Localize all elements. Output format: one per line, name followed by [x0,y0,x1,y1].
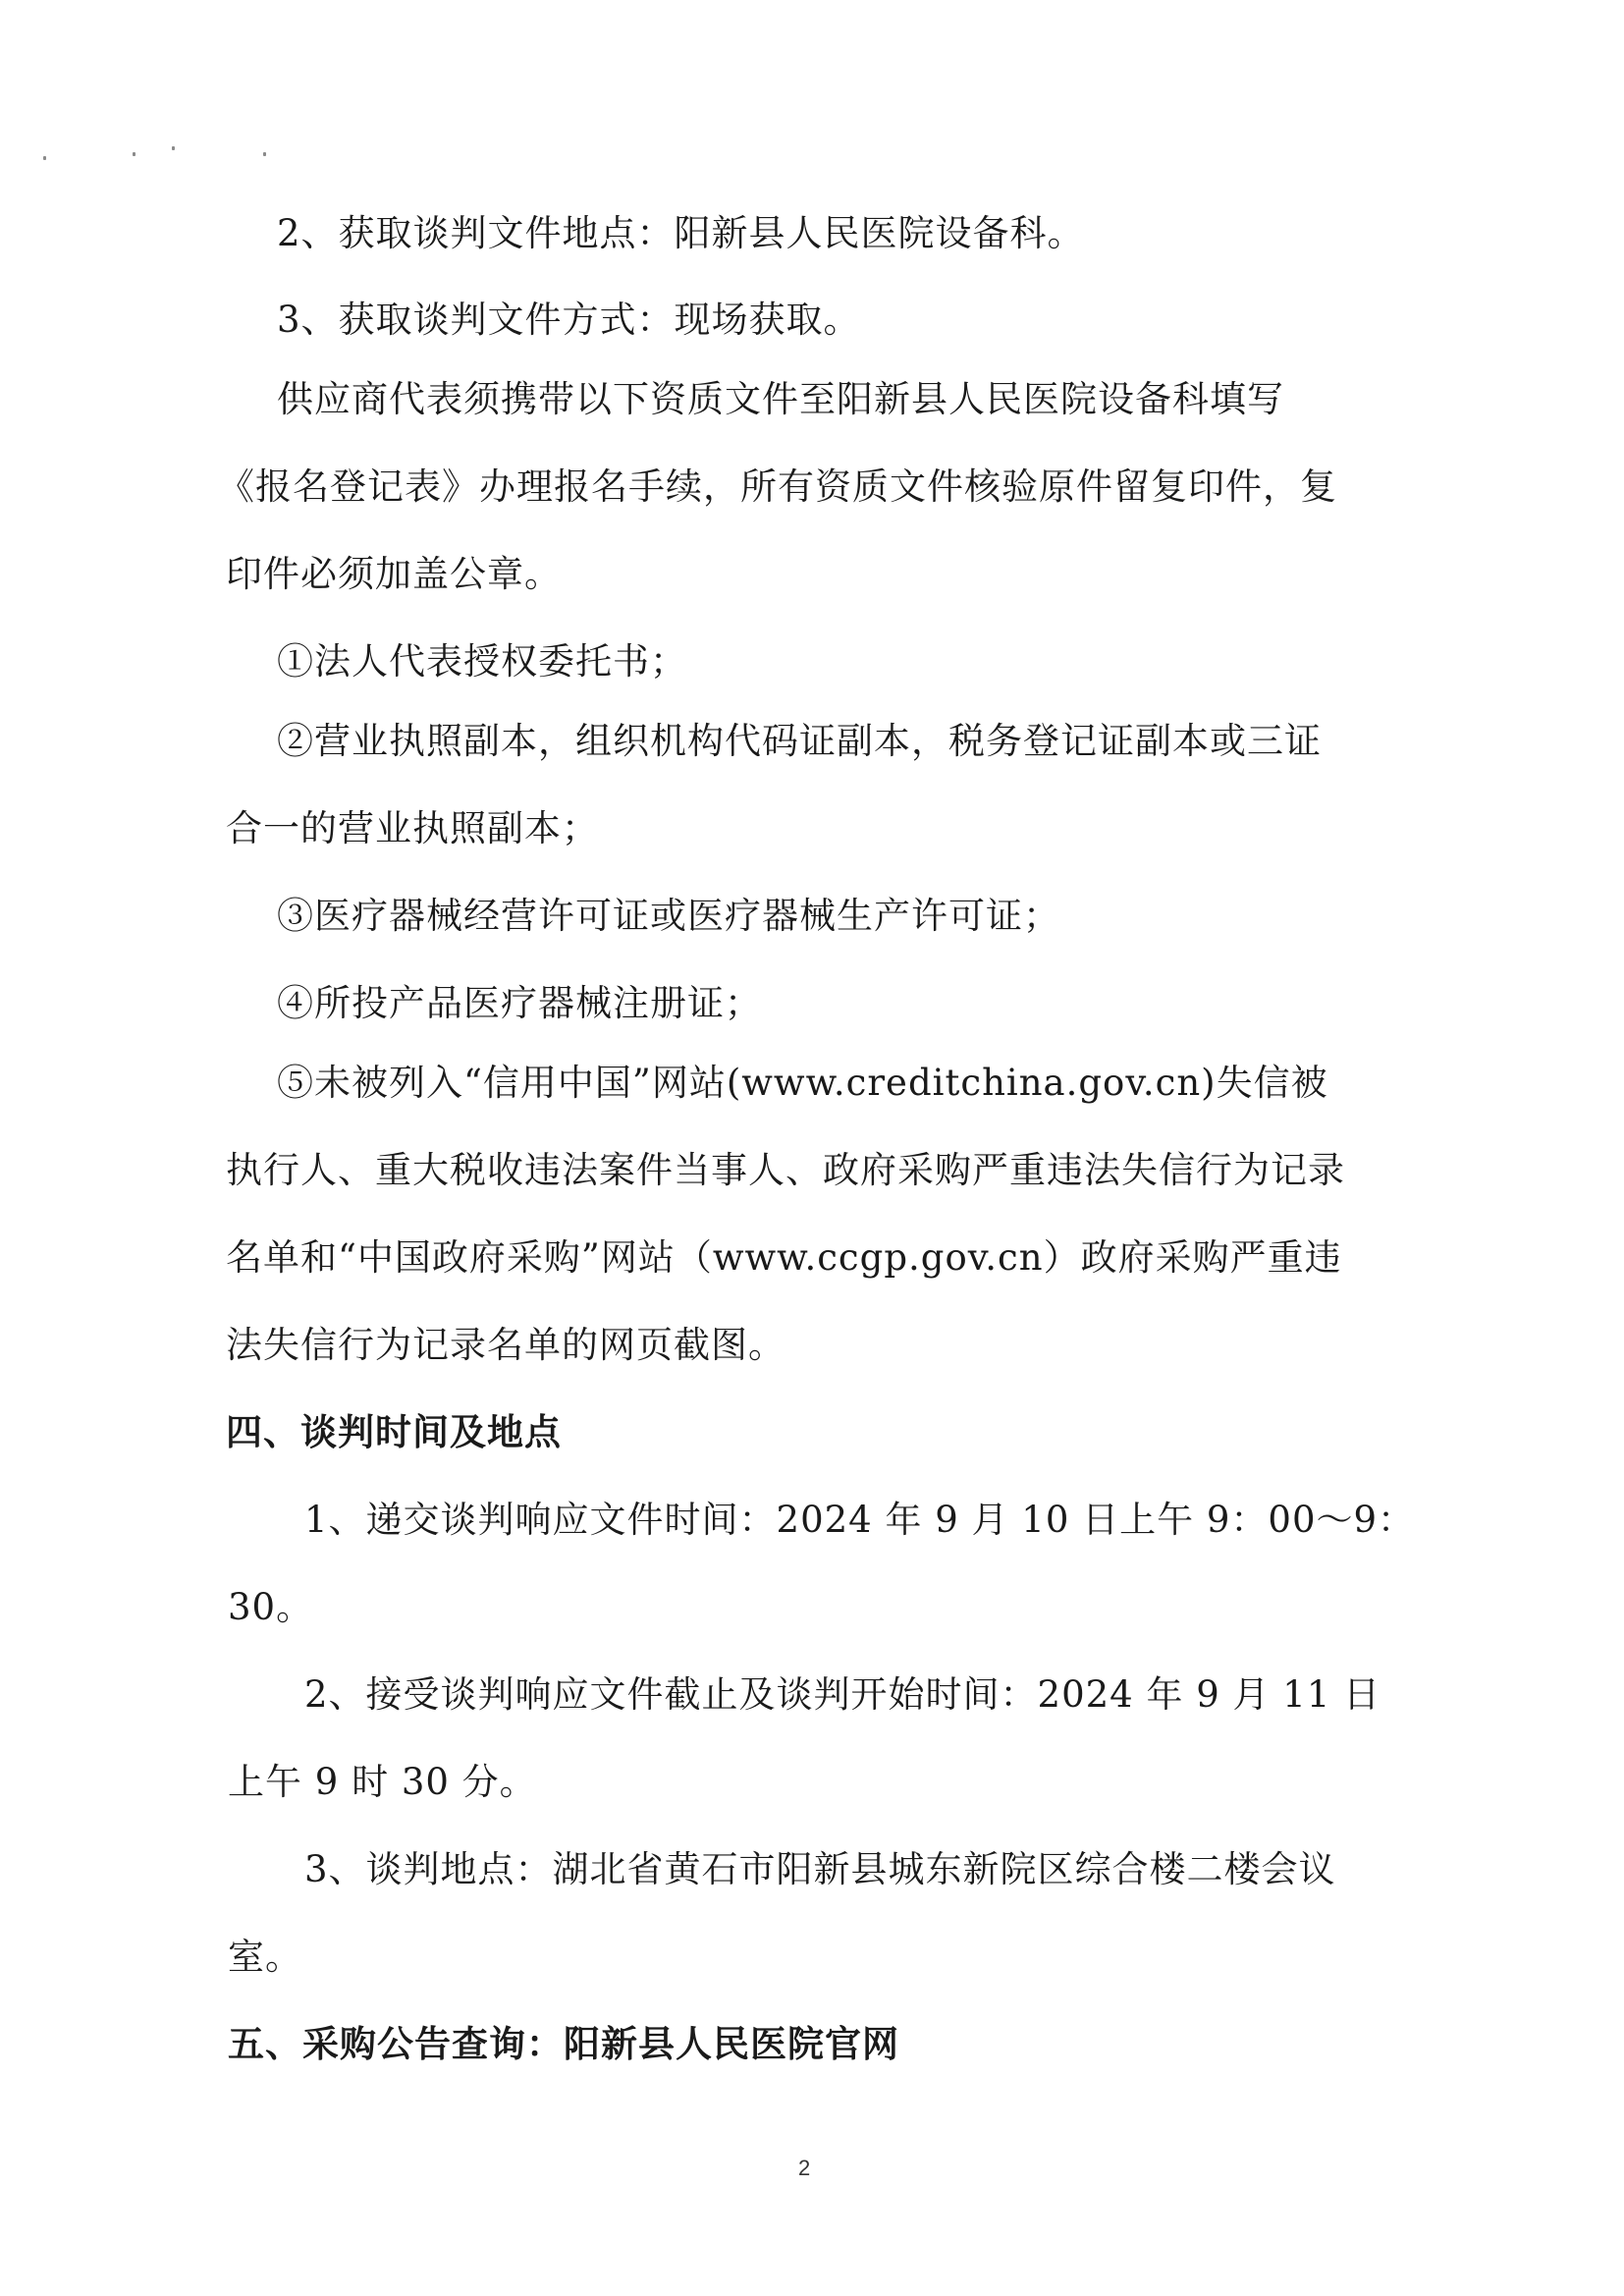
supplier-intro-line-1: 供应商代表须携带以下资质文件至阳新县人民医院设备科填写 [277,378,1284,420]
supplier-intro-line-3: 印件必须加盖公章。 [226,553,562,595]
scan-speck [263,152,266,156]
scan-speck [172,146,175,150]
location-line-2: 室。 [228,1936,302,1978]
requirement-4: ④所投产品医疗器械注册证； [277,982,762,1024]
supplier-intro-line-2: 《报名登记表》办理报名手续，所有资质文件核验原件留复印件，复 [218,465,1337,508]
requirement-2-line-2: 合一的营业执照副本； [226,807,599,849]
deadline-line-1: 2、接受谈判响应文件截止及谈判开始时间：2024 年 9 月 11 日 [304,1673,1381,1716]
section-4-heading: 四、谈判时间及地点 [226,1411,562,1453]
requirement-5-line-4: 法失信行为记录名单的网页截图。 [226,1324,785,1366]
requirement-5-line-1: ⑤未被列入“信用中国”网站(www.creditchina.gov.cn)失信被 [277,1062,1328,1104]
scan-speck [133,152,135,156]
submission-time-line-2: 30。 [228,1586,314,1628]
requirement-5-line-2: 执行人、重大税收违法案件当事人、政府采购严重违法失信行为记录 [226,1149,1345,1191]
acquire-method-line: 3、获取谈判文件方式：现场获取。 [277,299,861,341]
acquire-location-line: 2、获取谈判文件地点：阳新县人民医院设备科。 [277,212,1085,254]
submission-time-line-1: 1、递交谈判响应文件时间：2024 年 9 月 10 日上午 9：00～9： [304,1499,1416,1541]
requirement-2-line-1: ②营业执照副本，组织机构代码证副本，税务登记证副本或三证 [277,720,1322,762]
page-number: 2 [798,2156,811,2180]
deadline-line-2: 上午 9 时 30 分。 [228,1761,537,1803]
requirement-3: ③医疗器械经营许可证或医疗器械生产许可证； [277,895,1060,937]
scan-speck [43,156,46,160]
location-line-1: 3、谈判地点：湖北省黄石市阳新县城东新院区综合楼二楼会议 [304,1848,1336,1890]
section-5-heading: 五、采购公告查询：阳新县人民医院官网 [228,2023,899,2065]
requirement-1: ①法人代表授权委托书； [277,640,687,683]
requirement-5-line-3: 名单和“中国政府采购”网站（www.ccgp.gov.cn）政府采购严重违 [226,1236,1342,1279]
